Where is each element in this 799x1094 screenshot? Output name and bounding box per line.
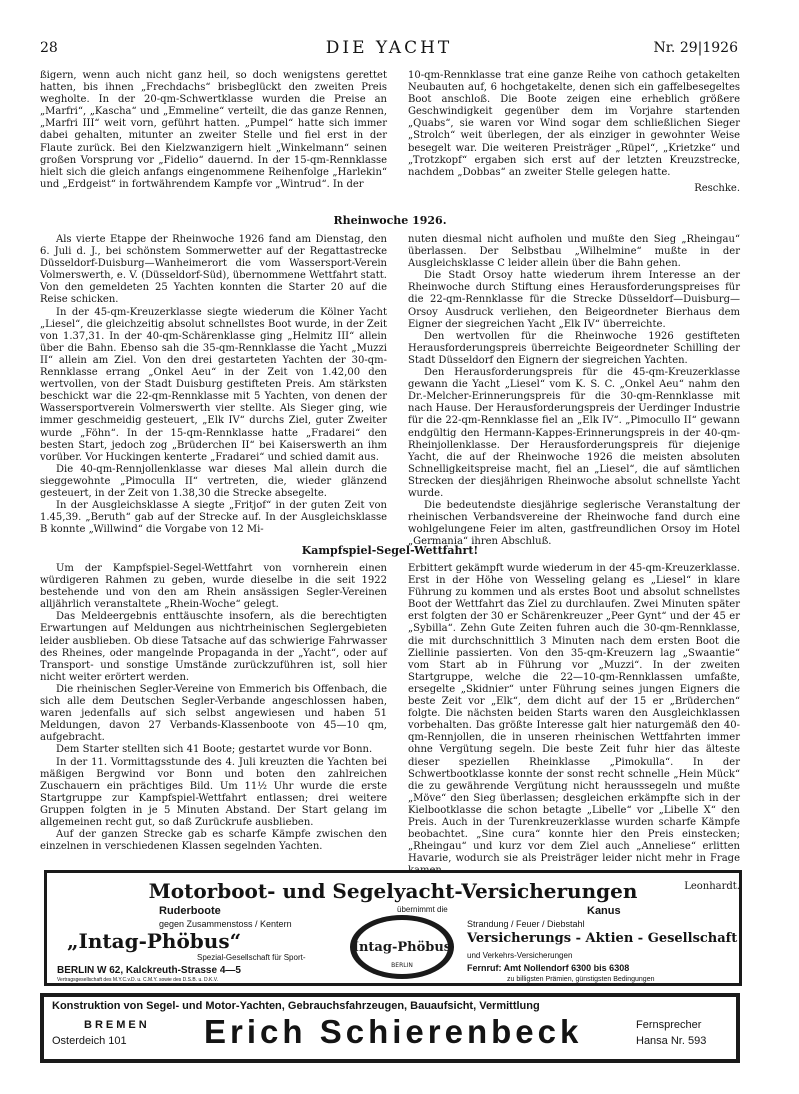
ad-phone: Fernruf: Amt Nollendorf 6300 bis 6308 <box>467 963 630 973</box>
ad-address: BERLIN W 62, Kalckreuth-Strasse 4—5 <box>57 965 241 976</box>
intag-phobus-logo <box>347 913 457 981</box>
paragraph: Die Stadt Orsoy hatte wiederum ihrem Interesse an der Rheinwoche durch Stiftung eines Herausforderungspreises für die 22-qm-Rennklasse für die Strecke Düsseldorf—Duisburg—Orsoy Ausdruck verliehen, den Beigeordneter Bierhaus dem Eigner der siegreichen Yacht „Elk IV“ überreichte. <box>408 270 740 330</box>
insurance-advertisement <box>44 870 742 986</box>
ad2-phone: Hansa Nr. 593 <box>636 1035 707 1047</box>
ad2-street: Osterdeich 101 <box>52 1035 127 1047</box>
ad-right-line-2: und Verkehrs-Versicherungen <box>467 951 573 960</box>
paragraph: nuten diesmal nicht aufholen und mußte den Sieg „Rheingau“ überlassen. Der Selbstbau „Wilhelmine“ mußte in der Ausgleichsklasse C leider allein über die Bahn gehen. <box>408 234 740 270</box>
paragraph: Das Meldeergebnis enttäuschte insofern, als die berechtigten Erwartungen auf Meldungen aus nichtrheinischen Seglergebieten leider ausblieben. Ob diese Tatsache auf das schwierige Fahrwasser des Rheines, oder mangelnde Propaganda in der „Yacht“, oder auf Transport- und sonstige Umstände zurückzuführen ist, soll hier nicht weiter erörtert werden. <box>40 611 387 683</box>
ad-firm-name: „Intag-Phöbus“ <box>67 929 242 953</box>
ad2-phone-label: Fernsprecher <box>636 1019 702 1031</box>
ad-kanus: Kanus <box>587 905 621 917</box>
paragraph: Die bedeutendste diesjährige seglerische Veranstaltung der rheinischen Verbandsvereine der Rheinwoche fand durch eine wohlgelungene Feier im alten, gastfreundlichen Orsoy im Hotel „Germania“ ihren Abschluß. <box>408 500 740 548</box>
logo-subtext: BERLIN <box>391 962 413 969</box>
ad2-name: Erich Schierenbeck <box>204 1013 583 1050</box>
paragraph: Die 40-qm-Rennjollenklasse war dieses Mal allein durch die sieggewohnte „Pimoculla II“ vertreten, die, wieder glänzend gesteuert, in der Zeit von 1.38,30 die Strecke absegelte. <box>40 463 387 499</box>
ad-headline: Motorboot- und Segelyacht-Versicherungen <box>148 879 638 903</box>
shipyard-advertisement <box>40 993 740 1063</box>
page-number: 28 <box>40 40 58 56</box>
paragraph: Den wertvollen für die Rheinwoche 1926 gestifteten Herausforderungspreis überreichte Beigeordneter Schilling der Stadt Düsseldorf den Eignern der siegreichen Yachten. <box>408 330 740 366</box>
page-header <box>40 40 738 60</box>
paragraph: 10-qm-Rennklasse trat eine ganze Reihe von cathoch getakelten Neubauten auf, 6 hochgetakelte, denen sich ein gaffelbesegeltes Boot anschloß. Die Boote zeigen eine erheblich größere Geschwindigkeit gegenüber dem im Vorjahre startenden „Quabs“, sie waren vor Wind sogar dem schließlichen Sieger „Strolch“ weit überlegen, der als einziger in gewohnter Weise besegelt war. Die weiteren Preisträger „Rüpel“, „Krietzke“ und „Trotzkopf“ ergaben sich erst auf der letzten Kreuzstrecke, nachdem „Dobbas“ an zweiter Stelle gelegen hatte. <box>408 70 740 178</box>
paragraph: In der Ausgleichsklasse A siegte „Fritjof“ in der guten Zeit von 1.45,39. „Beruth“ gab auf der Strecke auf. In der Ausgleichsklasse B konnte „Willwind“ die Vorgabe von 12 Mi- <box>40 500 387 536</box>
logo-text: Intag-Phöbus <box>352 940 452 955</box>
paragraph: Auf der ganzen Strecke gab es scharfe Kämpfe zwischen den einzelnen in verschiedenen Klassen segelnden Yachten. <box>40 829 387 853</box>
ad-left-line-1: gegen Zusammenstoss / Kentern <box>159 919 292 929</box>
top-left-column <box>40 70 387 191</box>
kampfspiel-right-column <box>408 563 740 894</box>
kampfspiel-left-column <box>40 563 387 853</box>
issue-number: Nr. 29|1926 <box>653 40 738 56</box>
rheinwoche-left-column <box>40 234 387 536</box>
paragraph: Erbittert gekämpft wurde wiederum in der 45-qm-Kreuzerklasse. Erst in der Höhe von Wesseling gelang es „Liesel“ in klare Führung zu kommen und als erstes Boot und absolut schnellstes Boot der Wettfahrt das Ziel zu durchlaufen. Zwei Minuten später erst folgten der 30 er Schärenkreuzer „Peer Gynt“ und der 45 er „Sybilla“. Zehn Gute Zeiten fuhren auch die 30-qm-Rennklasse, die mit durchschnittlich 3 Minuten nach dem ersten Boot die Ziellinie passierten. Von den 35-qm-Kreuzern lag „Swaantie“ vom Start ab in Führung vor „Muzzi“. In der zweiten Startgruppe, welche die 22—10-qm-Rennklassen umfaßte, ersegelte „Skidnier“ unter Führung seines jungen Eigners die beste Zeit vor „Elk“, dem dicht auf der 15 er „Brüderchen“ folgte. Die nächsten beiden Starts waren den Ausgleichklassen vorbehalten. Das größte Interesse galt hier naturgemäß den 40-qm-Rennjollen, die in unseren rheinischen Wettfahrten immer ohne Vergütung segeln. Die beste Zeit fuhr hier das älteste dieser speziellen Rheinklasse „Pimokulla“. In der Schwertbootklasse konnte der sonst recht schnelle „Hein Mück“ die zu gewährende Vergütung nicht herausssegeln und mußte „Möve“ den Sieg überlassen; desgleichen erkämpfte sich in der Kielbootklasse die schon betagte „Libelle“ vor „Libelle X“ den Preis. Auch in der Turenkreuzerklasse wurden scharfe Kämpfe beobachtet. „Sine cura“ konnte hier den Preis einstecken; „Rheingau“ und kurz vor dem Ziel auch „Anneliese“ erlitten Havarie, wodurch sie als Preisträger leider nicht mehr in Frage kamen. <box>408 563 740 877</box>
section-title-kampfspiel: Kampfspiel-Segel-Wettfahrt! <box>301 544 479 557</box>
signature-leonhardt: Leonhardt. <box>684 881 740 893</box>
ad-right-line-1: Strandung / Feuer / Diebstahl <box>467 919 585 929</box>
ad-ruderboote: Ruderboote <box>159 905 221 917</box>
rheinwoche-right-column <box>408 234 740 548</box>
ad-right-firm: Versicherungs - Aktien - Gesellschaft <box>467 931 738 946</box>
paragraph: ßigern, wenn auch nicht ganz heil, so doch wenigstens gerettet hatten, bis ihnen „Frechdachs“ brisbeglückt den zweiten Preis wegholte. In der 20-qm-Schwertklasse wurden die Preise an „Marfri“, „Kascha“ und „Emmeline“ verteilt, die das ganze Rennen, „Marfri III“ weit vorn, geführt hatten. „Pumpel“ hatte sich immer dabei gehalten, mitunter an zweiter Stelle und fiel erst in der Flaute zurück. Bei den Kielzwanzigern hielt „Winkelmann“ seinen großen Vorsprung vor „Fidelio“ dauernd. In der 15-qm-Rennklasse hielt sich die gleich anfangs eingenommene Reihenfolge „Harlekin“ und „Erdgeist“ in fortwährendem Kampfe vor „Wintrud“. In der <box>40 70 387 190</box>
ad-right-line-3: zu billigsten Prämien, günstigsten Bedingungen <box>507 976 655 983</box>
paragraph: In der 11. Vormittagsstunde des 4. Juli kreuzten die Yachten bei mäßigen Bergwind vor Bonn und boten den zahlreichen Zuschauern ein prächtiges Bild. Um 11½ Uhr wurde die erste Startgruppe zur Kampfspiel-Wettfahrt entlassen; drei weitere Gruppen folgten in je 5 Minuten Abstand. Der Start gelang im allgemeinen recht gut, so daß Zurückrufe ausblieben. <box>40 756 387 828</box>
signature-reschke: Reschke. <box>694 182 740 194</box>
paragraph: Die rheinischen Segler-Vereine von Emmerich bis Offenbach, die sich alle dem Deutschen Segler-Verbande angeschlossen haben, waren jedenfalls auf sich selbst angewiesen und haben 51 Meldungen, davon 27 Verbands-Klassenboote von 45—10 qm, aufgebracht. <box>40 683 387 744</box>
ad-left-line-3: Vertragsgesellschaft des M.Y.C.v.D. u. C.M.Y. sowie des D.S.B. u. D.K.V. <box>57 977 218 983</box>
ad-left-line-2: Spezial-Gesellschaft für Sport- <box>197 953 306 962</box>
paragraph: In der 45-qm-Kreuzerklasse siegte wiederum die Kölner Yacht „Liesel“, die gleichzeitig absolut schnellstes Boot wurde, in der Zeit von 1.37,31. In der 40-qm-Schärenklasse ging „Helmitz III“ allein über die Bahn. Ebenso sah die 35-qm-Rennklasse die Yacht „Muzzi II“ allein am Ziel. Von den drei gestarteten Yachten der 30-qm-Rennklasse errang „Onkel Aeu“ in der Zeit von 1.42,00 den wertvollen, von der Stadt Duisburg gestifteten Preis. Am stärksten beschickt war die 22-qm-Rennklasse mit 5 Yachten, von denen der Wassersportverein Volmerswerth vier stellte. Als Sieger ging, wie immer geschmeidig gesteuert, „Elk IV“ durchs Ziel, guter Zweiter wurde „Föhn“. In der 15-qm-Rennklasse hatte „Fradarei“ den besten Start, jedoch zog „Brüderchen II“ bei Kaiserswerth an ihm vorüber. Vor Huckingen kenterte „Fradarei“ und schied damit aus. <box>40 306 387 463</box>
paragraph: Als vierte Etappe der Rheinwoche 1926 fand am Dienstag, den 6. Juli d. J., bei schönstem Sommerwetter auf der Regattastrecke Düsseldorf-Duisburg—Wanheimerort die vom Wassersport-Verein Volmerswerth, e. V. (Düsseldorf-Süd), übernommene Wettfahrt statt. Von den gemeldeten 25 Yachten konnten die Starter 20 auf die Reise schicken. <box>40 234 387 306</box>
top-right-column <box>408 70 740 195</box>
ad2-city: BREMEN <box>84 1019 150 1031</box>
journal-title: DIE YACHT <box>325 38 453 58</box>
ad2-top-line: Konstruktion von Segel- und Motor-Yachten, Gebrauchsfahrzeugen, Bauaufsicht, Vermittlung <box>52 1000 540 1012</box>
ad-ubernimmt: übernimmt die <box>397 905 448 914</box>
paragraph: Um der Kampfspiel-Segel-Wettfahrt von vornherein einen würdigeren Rahmen zu geben, wurde dieselbe in die seit 1922 bestehende und von den am Rhein ansässigen Segler-Vereinen alljährlich veranstaltete „Rhein-Woche“ gelegt. <box>40 563 387 611</box>
paragraph: Den Herausforderungspreis für die 45-qm-Kreuzerklasse gewann die Yacht „Liesel“ vom K. S. C. „Onkel Aeu“ nahm den Dr.-Melcher-Erinnerungspreis für die 30-qm-Rennklasse mit nach Hause. Der Herausforderungspreis der Uerdinger Industrie für die 22-qm-Rennklasse fiel an „Elk IV“. „Pimocullo II“ gewann endgültig den Hermann-Kappes-Erinnerungspreis in der 40-qm-Rheinjollenklasse. Der Herausforderungspreis für diejenige Yacht, die auf der Rheinwoche 1926 die meisten absoluten Schnelligkeitspreise macht, fiel an „Liesel“, die auf sämtlichen Strecken der diesjährigen Rheinwoche absolut schnellste Yacht wurde. <box>408 367 740 499</box>
paragraph: Dem Starter stellten sich 41 Boote; gestartet wurde vor Bonn. <box>56 744 373 756</box>
section-title-rheinwoche: Rheinwoche 1926. <box>333 214 447 227</box>
